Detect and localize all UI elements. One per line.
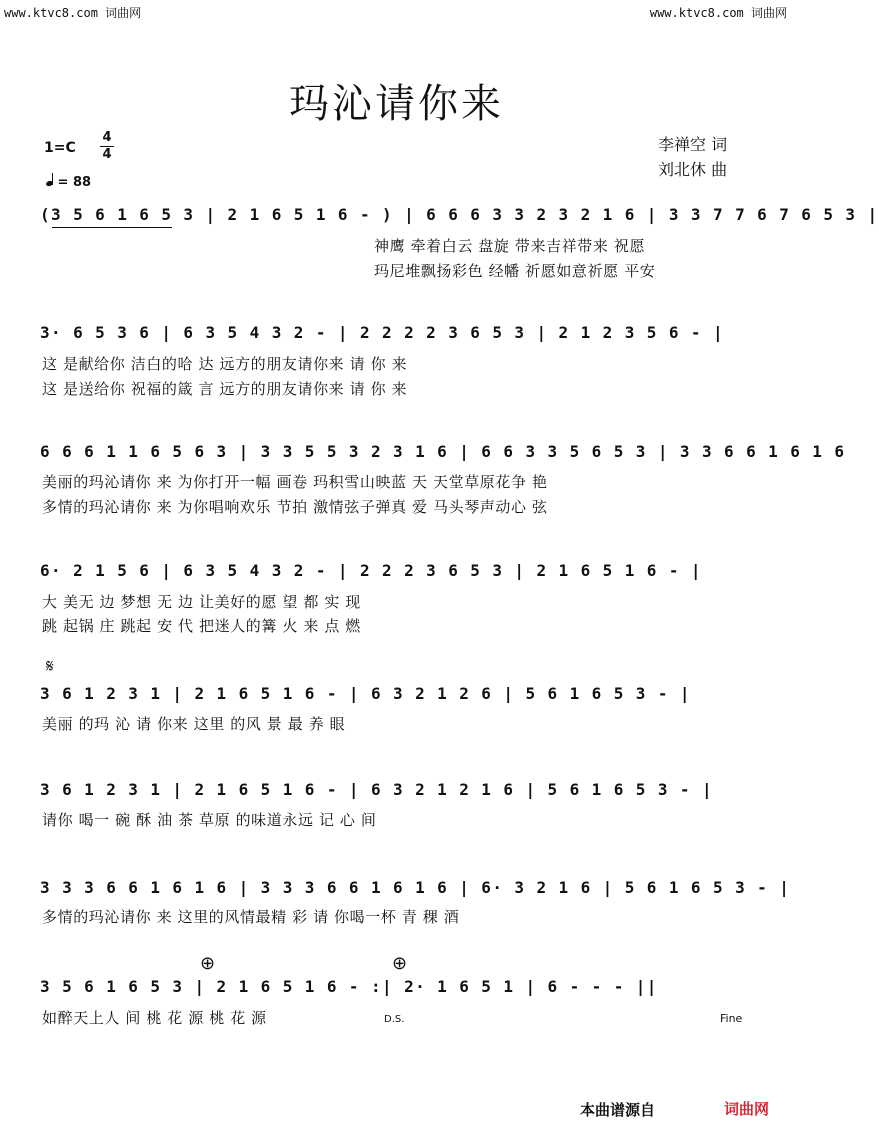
watermark-right: www.ktvc8.com 词曲网 — [649, 6, 787, 20]
lyric-line-2-verse-2: 这 是送给你 祝福的箴 言 远方的朋友请你来 请 你 来 — [42, 380, 408, 398]
tempo-marking — [46, 173, 91, 190]
notation-line-1: (3 5 6 1 6 5 3 | 2 1 6 5 1 6 - ) | 6 6 6 3 3 2 3 2 1 6 | 3 3 7 7 6 7 6 5 3 | — [40, 205, 879, 224]
lyric-line-4-verse-2: 跳 起锅 庄 跳起 安 代 把迷人的篝 火 来 点 燃 — [42, 617, 361, 635]
coda-sign-2: ⊕ — [392, 953, 408, 974]
notation-line-5: 3 6 1 2 3 1 | 2 1 6 5 1 6 - | 6 3 2 1 2 6 | 5 6 1 6 5 3 - | — [40, 684, 691, 703]
ds-marking: D.S. — [384, 1014, 405, 1025]
lyric-line-4-verse-1: 大 美无 边 梦想 无 边 让美好的愿 望 都 实 现 — [42, 593, 361, 611]
lyricist-credit: 李禅空 词 — [658, 135, 728, 154]
lyric-line-2-verse-1: 这 是献给你 洁白的哈 达 远方的朋友请你来 请 你 来 — [42, 355, 408, 373]
notation-line-8: 3 5 6 1 6 5 3 | 2 1 6 5 1 6 - :| 2· 1 6 5 1 | 6 - - - || — [40, 977, 658, 996]
lyric-line-3-verse-2: 多情的玛沁请你 来 为你唱响欢乐 节拍 激情弦子弹真 爱 马头琴声动心 弦 — [42, 498, 548, 516]
composer-credit: 刘北休 曲 — [658, 160, 728, 179]
lyric-line-8: 如醉天上人 间 桃 花 源 桃 花 源 — [42, 1009, 267, 1027]
site-logo-text: 词曲网 — [724, 1100, 770, 1118]
notation-line-2: 3· 6 5 3 6 | 6 3 5 4 3 2 - | 2 2 2 2 3 6 5 3 | 2 1 2 3 5 6 - | — [40, 323, 725, 342]
lyric-line-7: 多情的玛沁请你 来 这里的风情最精 彩 请 你喝一杯 青 稞 酒 — [42, 908, 460, 926]
notation-line-4: 6· 2 1 5 6 | 6 3 5 4 3 2 - | 2 2 2 3 6 5 3 | 2 1 6 5 1 6 - | — [40, 561, 702, 580]
lyric-line-1-verse-1: 神鹰 牵着白云 盘旋 带来吉祥带来 祝愿 — [374, 237, 646, 255]
segno-sign: 𝄋 — [46, 656, 54, 677]
watermark-left: www.ktvc8.com 词曲网 — [4, 6, 142, 20]
time-signature — [100, 131, 114, 162]
coda-sign-1: ⊕ — [200, 953, 216, 974]
lyric-line-5: 美丽 的玛 沁 请 你来 这里 的风 景 最 养 眼 — [42, 715, 346, 733]
time-signature-top: 4 — [102, 130, 112, 145]
time-signature-bottom: 4 — [102, 147, 112, 162]
lyric-line-1-verse-2: 玛尼堆飘扬彩色 经幡 祈愿如意祈愿 平安 — [374, 262, 656, 280]
site-logo[interactable] — [722, 1098, 771, 1119]
lyric-line-3-verse-1: 美丽的玛沁请你 来 为你打开一幅 画卷 玛积雪山映蓝 天 天堂草原花争 艳 — [42, 473, 548, 491]
key-signature: 1=C — [44, 140, 76, 156]
lyric-line-6: 请你 喝一 碗 酥 油 茶 草原 的味道永远 记 心 间 — [42, 811, 377, 829]
notation-line-3: 6 6 6 1 1 6 5 6 3 | 3 3 5 5 3 2 3 1 6 | 6 6 3 3 5 6 5 3 | 3 3 6 6 1 6 1 6 — [40, 442, 846, 461]
quarter-note-icon — [45, 180, 53, 187]
song-title: 玛沁请你来 — [289, 81, 504, 127]
source-label: 本曲谱源自 — [580, 1101, 656, 1119]
fine-marking: Fine — [720, 1012, 743, 1025]
tempo-value: = 88 — [57, 175, 92, 190]
notation-line-6: 3 6 1 2 3 1 | 2 1 6 5 1 6 - | 6 3 2 1 2 1 6 | 5 6 1 6 5 3 - | — [40, 780, 714, 799]
notation-line-7: 3 3 3 6 6 1 6 1 6 | 3 3 3 6 6 1 6 1 6 | 6· 3 2 1 6 | 5 6 1 6 5 3 - | — [40, 878, 791, 897]
